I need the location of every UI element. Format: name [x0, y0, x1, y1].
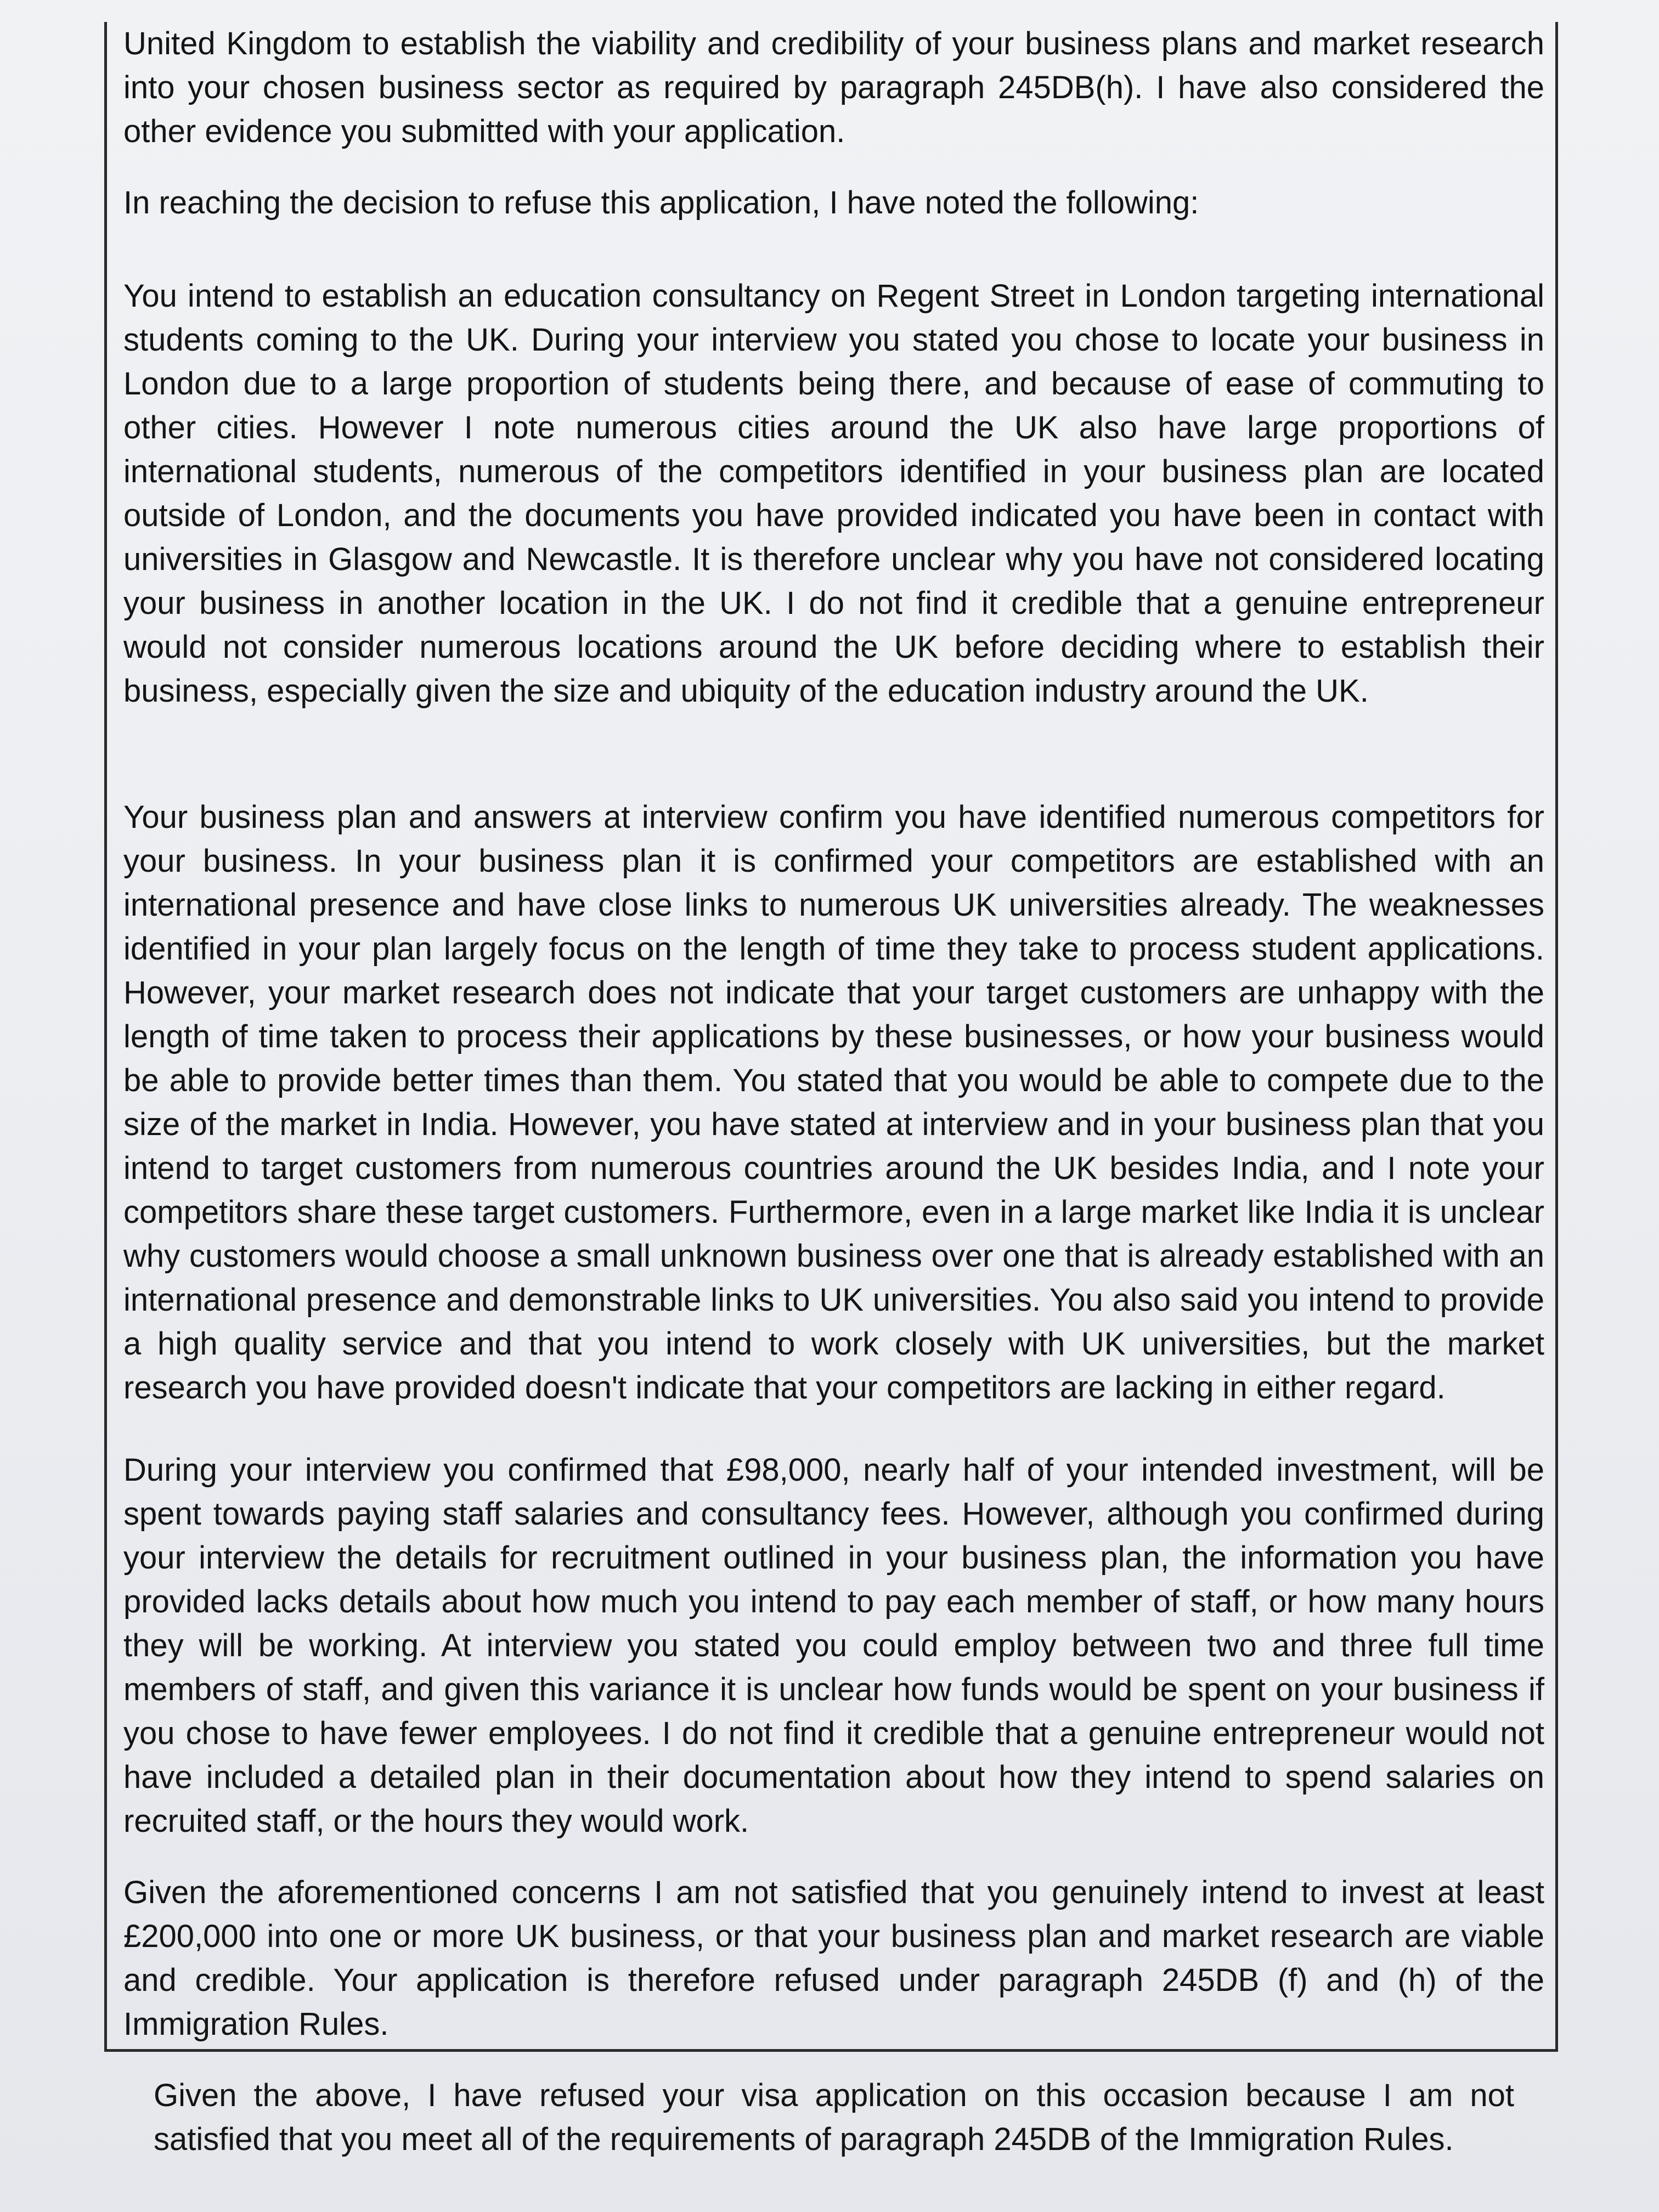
- paragraph-location: You intend to establish an education consultancy on Regent Street in London targeting international students coming to the UK. During your interview you stated you chose to locate your business in London due to a large proportion of students being there, and because of ease of commuting to other cities. However I note numerous cities around the UK also have large proportions of international students, numerous of the competitors identified in your business plan are located outside of London, and the documents you have provided indicated you have been in contact with universities in Glasgow and Newcastle. It is therefore unclear why you have not considered locating your business in another location in the UK. I do not find it credible that a genuine entrepreneur would not consider numerous locations around the UK before deciding where to establish their business, especially given the size and ubiquity of the education industry around the UK.: [123, 278, 1544, 709]
- paragraph-evidence-considered: United Kingdom to establish the viability and credibility of your business plans and market research into your chosen business sector as required by paragraph 245DB(h). I have also considered the other evidence you submitted with your application.: [123, 26, 1544, 149]
- paragraph-intro: In reaching the decision to refuse this application, I have noted the following:: [123, 185, 1199, 221]
- paragraph-refusal: Given the aforementioned concerns I am not satisfied that you genuinely intend to invest at least £200,000 into one or more UK business, or that your business plan and market research are viable and credible. Your application is therefore refused under paragraph 245DB (f) and (h) of the Immigration Rules.: [123, 1875, 1544, 2042]
- paragraph-competitors: Your business plan and answers at interview confirm you have identified numerous competitors for your business. In your business plan it is confirmed your competitors are established with an international presence and have close links to numerous UK universities already. The weaknesses identified in your plan largely focus on the length of time they take to process student applications. However, your market research does not indicate that your target customers are unhappy with the length of time taken to process their applications by these businesses, or how your business would be able to provide better times than them. You stated that you would be able to compete due to the size of the market in India. However, you have stated at interview and in your business plan that you intend to target customers from numerous countries around the UK besides India, and I note your competitors share these target customers. Furthermore, even in a large market like India it is unclear why customers would choose a small unknown business over one that is already established with an international presence and demonstrable links to UK universities. You also said you intend to provide a high quality service and that you intend to work closely with UK universities, but the market research you have provided doesn't indicate that your competitors are lacking in either regard.: [123, 799, 1544, 1406]
- closing-paragraph: Given the above, I have refused your visa application on this occasion because I am not satisfied that you meet all of the requirements of paragraph 245DB of the Immigration Rules.: [154, 2078, 1514, 2157]
- paragraph-staff-salaries: During your interview you confirmed that £98,000, nearly half of your intended investment, will be spent towards paying staff salaries and consultancy fees. However, although you confirmed during your interview the details for recruitment outlined in your business plan, the information you have provided lacks details about how much you intend to pay each member of staff, or how many hours they will be working. At interview you stated you could employ between two and three full time members of staff, and given this variance it is unclear how funds would be spent on your business if you chose to have fewer employees. I do not find it credible that a genuine entrepreneur would not have included a detailed plan in their documentation about how they intend to spend salaries on recruited staff, or the hours they would work.: [123, 1452, 1544, 1839]
